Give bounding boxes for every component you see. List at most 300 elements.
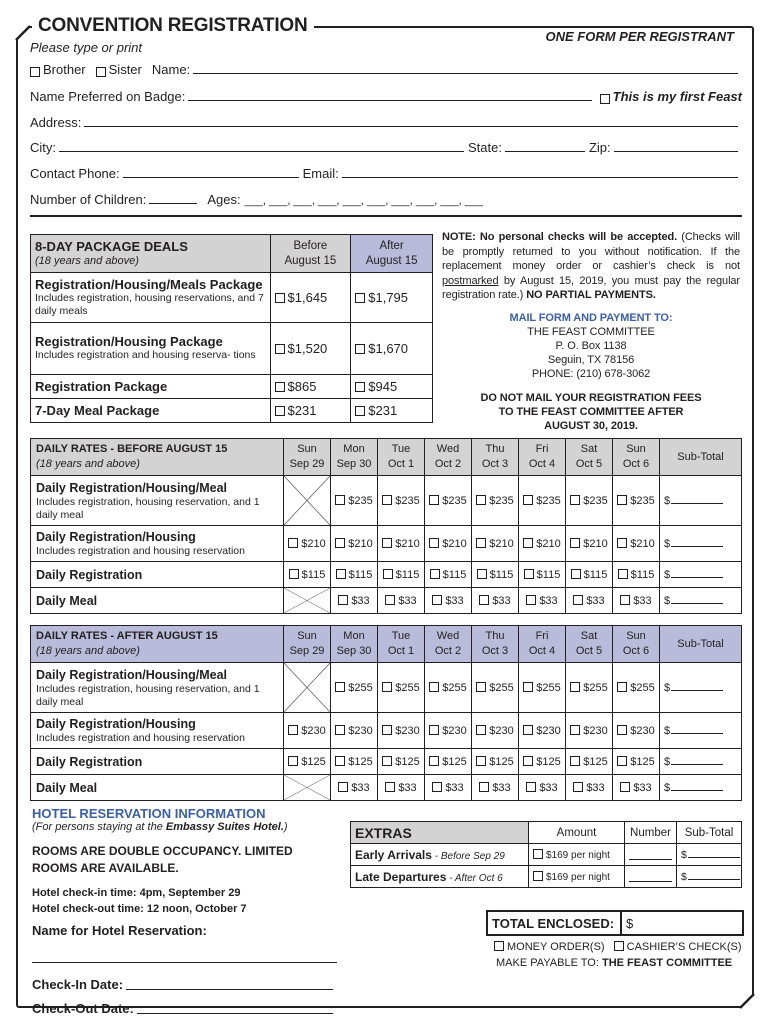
children-label: Number of Children: xyxy=(30,192,147,207)
rate-option[interactable] xyxy=(613,775,660,801)
rate-option[interactable] xyxy=(566,749,613,775)
rate-option[interactable] xyxy=(519,713,566,749)
name-field[interactable] xyxy=(193,73,738,74)
day-date: Sep 30 xyxy=(336,645,372,657)
rate-option[interactable] xyxy=(378,526,425,562)
day-date: Oct 4 xyxy=(528,458,556,470)
hotel-title: HOTEL RESERVATION INFORMATION xyxy=(32,806,266,821)
day-header xyxy=(472,626,519,663)
rate-subtotal-field[interactable] xyxy=(671,733,723,734)
cashiers-check-checkbox[interactable] xyxy=(614,941,624,951)
rate-price: $210 xyxy=(583,537,608,550)
rate-price: $125 xyxy=(583,755,608,768)
after-date: August 15 xyxy=(365,254,418,267)
package-price: $1,645 xyxy=(287,290,328,305)
rate-option[interactable] xyxy=(613,713,660,749)
rate-name: Daily Registration xyxy=(36,754,143,769)
rate-price: $255 xyxy=(583,681,608,694)
rate-option[interactable] xyxy=(331,663,378,713)
rate-option[interactable] xyxy=(472,562,519,588)
rate-price: $230 xyxy=(583,724,608,737)
extras-subtotal-field[interactable] xyxy=(688,857,740,858)
rate-price: $210 xyxy=(630,537,655,550)
rate-option[interactable] xyxy=(331,775,378,801)
rate-option[interactable] xyxy=(331,526,378,562)
rate-price: $115 xyxy=(395,568,420,581)
rate-price: $255 xyxy=(395,681,420,694)
day-name: Tue xyxy=(391,443,411,455)
rate-price: $115 xyxy=(536,568,561,581)
rate-name: Daily Meal xyxy=(36,780,98,795)
day-name: Fri xyxy=(535,443,549,455)
rate-option[interactable] xyxy=(331,713,378,749)
day-date: Sep 30 xyxy=(336,458,372,470)
rate-row xyxy=(31,749,742,775)
package-name: Registration/Housing/Meals Package xyxy=(35,276,263,292)
name-row xyxy=(30,62,742,77)
dollar-sign: $ xyxy=(664,755,671,768)
checkin-time: Hotel check-in time: 4pm, September 29 xyxy=(32,887,241,899)
rate-subtotal-field[interactable] xyxy=(671,503,723,504)
rate-option[interactable] xyxy=(519,526,566,562)
rate-price: $115 xyxy=(630,568,655,581)
package-name: Registration Package xyxy=(31,375,271,399)
package-after-option[interactable] xyxy=(351,273,433,323)
money-order-label: MONEY ORDER(S) xyxy=(507,941,605,953)
subtotal-header: Sub-Total xyxy=(660,439,742,476)
extras-price: $169 per night xyxy=(546,871,610,883)
unavailable-cell xyxy=(284,663,331,713)
zip-label: Zip: xyxy=(588,140,611,155)
rate-option[interactable] xyxy=(425,562,472,588)
rate-option[interactable] xyxy=(425,476,472,526)
rate-price: $33 xyxy=(445,781,464,794)
type-or-print: Please type or print xyxy=(30,40,143,55)
rate-price: $230 xyxy=(395,724,420,737)
payee-name: THE FEAST COMMITTEE xyxy=(601,957,733,969)
day-date: Oct 5 xyxy=(575,645,603,657)
package-row xyxy=(31,323,433,375)
badge-label: Name Preferred on Badge: xyxy=(30,89,186,104)
day-date: Oct 5 xyxy=(575,458,603,470)
before-date: August 15 xyxy=(284,254,337,267)
rate-option[interactable] xyxy=(613,526,660,562)
rate-price: $235 xyxy=(630,494,655,507)
rate-name: Daily Registration xyxy=(36,567,143,582)
rate-subtotal-field[interactable] xyxy=(671,577,723,578)
rate-price: $235 xyxy=(395,494,420,507)
rate-price: $33 xyxy=(492,781,511,794)
rate-price: $230 xyxy=(489,724,514,737)
extras-row xyxy=(351,844,742,866)
rate-price: $210 xyxy=(489,537,514,550)
day-date: Oct 3 xyxy=(481,458,509,470)
rate-option[interactable] xyxy=(566,775,613,801)
day-header xyxy=(519,439,566,476)
rate-option[interactable] xyxy=(472,588,519,614)
day-date: Oct 2 xyxy=(434,458,462,470)
mail-address-line: P. O. Box 1138 xyxy=(555,339,627,352)
rate-option[interactable] xyxy=(378,775,425,801)
rate-option[interactable] xyxy=(284,526,331,562)
after-col-header xyxy=(351,235,433,273)
rate-option[interactable] xyxy=(472,526,519,562)
day-header xyxy=(613,439,660,476)
package-header xyxy=(31,235,271,273)
day-date: Oct 6 xyxy=(622,645,650,657)
extras-subtotal-field[interactable] xyxy=(688,879,740,880)
rate-price: $115 xyxy=(348,568,373,581)
badge-field[interactable] xyxy=(188,100,591,101)
hotel-sub: (For persons staying at the xyxy=(32,821,166,833)
day-name: Tue xyxy=(391,630,411,642)
rate-desc: Includes registration and housing reservation xyxy=(36,545,245,557)
package-after-option[interactable] xyxy=(351,323,433,375)
package-desc: Includes registration, housing reservations, and 7 daily meals xyxy=(35,291,264,317)
rate-option[interactable] xyxy=(613,663,660,713)
rate-option[interactable] xyxy=(519,588,566,614)
subtotal-header: Sub-Total xyxy=(660,626,742,663)
package-price: $231 xyxy=(368,403,398,418)
name-label: Name: xyxy=(151,62,191,77)
day-name: Mon xyxy=(343,630,365,642)
rate-option[interactable] xyxy=(519,775,566,801)
rate-row xyxy=(31,476,742,526)
ages-label: Ages: xyxy=(207,192,241,207)
rate-row xyxy=(31,713,742,749)
extras-amount-header: Amount xyxy=(529,822,625,844)
rate-price: $210 xyxy=(301,537,326,550)
rate-price: $125 xyxy=(395,755,420,768)
extras-title: EXTRAS xyxy=(351,822,529,844)
rate-option[interactable] xyxy=(613,562,660,588)
rates-header xyxy=(31,626,284,663)
rate-price: $125 xyxy=(489,755,514,768)
rate-desc: Includes registration and housing reservation xyxy=(36,732,245,744)
package-name: 7-Day Meal Package xyxy=(31,399,271,423)
sister-checkbox[interactable] xyxy=(96,67,106,77)
extras-name: Early Arrivals xyxy=(355,847,432,862)
rate-desc: Includes registration, housing reservation, and 1 daily meal xyxy=(36,682,260,708)
rate-price: $125 xyxy=(348,755,373,768)
rate-name: Daily Registration/Housing/Meal xyxy=(36,480,228,495)
day-name: Sat xyxy=(580,630,598,642)
day-name: Sun xyxy=(626,630,646,642)
money-order-checkbox[interactable] xyxy=(494,941,504,951)
rate-desc: Includes registration, housing reservation, and 1 daily meal xyxy=(36,495,260,521)
rate-option[interactable] xyxy=(425,588,472,614)
rate-price: $255 xyxy=(442,681,467,694)
extras-subtotal-header: Sub-Total xyxy=(677,822,742,844)
day-header xyxy=(566,439,613,476)
checkout-date-field[interactable] xyxy=(137,1013,333,1014)
email-label: Email: xyxy=(302,166,339,181)
day-name: Thu xyxy=(485,443,505,455)
rates-title: DAILY RATES - AFTER AUGUST 15 xyxy=(36,630,218,642)
one-form-note: ONE FORM PER REGISTRANT xyxy=(545,29,734,44)
day-date: Oct 1 xyxy=(387,458,415,470)
city-label: City: xyxy=(30,140,56,155)
rate-subtotal-field[interactable] xyxy=(671,690,723,691)
late-departure-option[interactable] xyxy=(529,866,625,888)
extras-name: Late Departures xyxy=(355,869,447,884)
rate-option[interactable] xyxy=(566,562,613,588)
rate-price: $255 xyxy=(348,681,373,694)
extras-table xyxy=(350,821,742,888)
rate-option[interactable] xyxy=(284,749,331,775)
rate-subtotal-field[interactable] xyxy=(671,603,723,604)
mail-phone: PHONE: (210) 678-3062 xyxy=(531,367,651,380)
occupancy-note-2: ROOMS ARE AVAILABLE. xyxy=(32,861,179,875)
mail-address-line: Seguin, TX 78156 xyxy=(547,353,635,366)
rate-price: $115 xyxy=(583,568,608,581)
day-name: Sun xyxy=(297,443,317,455)
package-before-option[interactable] xyxy=(270,323,351,375)
package-sub: (18 years and above) xyxy=(35,254,139,267)
dollar-sign: $ xyxy=(664,594,671,607)
package-desc: Includes registration and housing reserva- tions xyxy=(35,349,256,361)
rate-option[interactable] xyxy=(472,749,519,775)
day-header xyxy=(472,439,519,476)
rate-option[interactable] xyxy=(284,562,331,588)
mail-warning: DO NOT MAIL YOUR REGISTRATION FEES xyxy=(480,391,702,404)
early-arrival-option[interactable] xyxy=(529,844,625,866)
rate-option[interactable] xyxy=(519,562,566,588)
checkin-date-field[interactable] xyxy=(126,989,333,990)
rate-price: $33 xyxy=(586,781,605,794)
rate-option[interactable] xyxy=(378,749,425,775)
rate-price: $33 xyxy=(633,781,652,794)
day-date: Oct 1 xyxy=(387,645,415,657)
mail-title: MAIL FORM AND PAYMENT TO: xyxy=(509,311,673,324)
day-header xyxy=(519,626,566,663)
day-header xyxy=(566,626,613,663)
rate-option[interactable] xyxy=(331,588,378,614)
hotel-name: Embassy Suites Hotel. xyxy=(165,821,284,833)
state-label: State: xyxy=(468,140,502,155)
day-date: Oct 2 xyxy=(434,645,462,657)
rate-option[interactable] xyxy=(378,713,425,749)
rate-name: Daily Meal xyxy=(36,593,98,608)
package-before-option[interactable] xyxy=(270,273,351,323)
rate-price: $230 xyxy=(536,724,561,737)
phone-field[interactable] xyxy=(123,177,299,178)
zip-field[interactable] xyxy=(614,151,738,152)
rate-option[interactable] xyxy=(425,749,472,775)
rate-price: $235 xyxy=(489,494,514,507)
rate-option[interactable] xyxy=(331,476,378,526)
rate-price: $33 xyxy=(539,594,558,607)
children-field[interactable] xyxy=(149,203,197,204)
day-header xyxy=(378,626,425,663)
day-header xyxy=(378,439,425,476)
note-body: (Checks will be promptly returned to you without notification. If the replacement money order or cashier’s check is not xyxy=(442,231,740,272)
phone-label: Contact Phone: xyxy=(30,166,120,181)
form-title: CONVENTION REGISTRATION xyxy=(32,15,314,37)
dollar-sign: $ xyxy=(681,870,687,883)
ages-fields[interactable]: ___, ___, ___, ___, ___, ___, ___, ___, ___, ___ xyxy=(244,195,484,207)
day-name: Wed xyxy=(436,443,460,455)
section-divider xyxy=(30,215,742,217)
hotel-sub-end: ) xyxy=(283,821,288,833)
rates-before-table xyxy=(30,438,742,614)
package-before-option[interactable] xyxy=(270,399,351,423)
rate-name: Daily Registration/Housing xyxy=(36,717,196,731)
brother-checkbox[interactable] xyxy=(30,67,40,77)
rate-option[interactable] xyxy=(331,562,378,588)
package-name: Registration/Housing Package xyxy=(35,334,223,349)
dollar-sign: $ xyxy=(681,848,687,861)
package-price: $1,520 xyxy=(287,341,328,356)
rate-price: $255 xyxy=(536,681,561,694)
rate-price: $230 xyxy=(348,724,373,737)
day-name: Fri xyxy=(535,630,549,642)
rate-option[interactable] xyxy=(613,749,660,775)
day-date: Oct 6 xyxy=(622,458,650,470)
day-name: Wed xyxy=(436,630,460,642)
rate-option[interactable] xyxy=(378,476,425,526)
rate-option[interactable] xyxy=(425,775,472,801)
package-before-option[interactable] xyxy=(270,375,351,399)
rate-option[interactable] xyxy=(519,476,566,526)
rate-option[interactable] xyxy=(566,663,613,713)
before-label: Before xyxy=(293,239,328,252)
extras-number-header: Number xyxy=(625,822,677,844)
first-feast-checkbox[interactable] xyxy=(600,94,610,104)
dollar-sign: $ xyxy=(664,681,671,694)
rates-sub: (18 years and above) xyxy=(36,458,140,470)
rate-option[interactable] xyxy=(425,713,472,749)
occupancy-note: ROOMS ARE DOUBLE OCCUPANCY. LIMITED xyxy=(32,844,293,858)
rate-price: $33 xyxy=(351,594,370,607)
rate-option[interactable] xyxy=(378,562,425,588)
note-body-2: by August 15, 2019, you must pay the regular registration rate.) xyxy=(442,274,740,301)
address-row xyxy=(30,115,742,130)
day-header xyxy=(331,626,378,663)
rate-price: $210 xyxy=(395,537,420,550)
day-name: Thu xyxy=(485,630,505,642)
rate-name: Daily Registration/Housing xyxy=(36,530,196,544)
rate-price: $210 xyxy=(442,537,467,550)
rate-price: $115 xyxy=(442,568,467,581)
rate-price: $33 xyxy=(633,594,652,607)
rate-option[interactable] xyxy=(378,588,425,614)
first-feast-label: This is my first Feast xyxy=(612,89,742,104)
package-price: $1,795 xyxy=(368,290,409,305)
hotel-name-field[interactable] xyxy=(32,962,337,963)
email-field[interactable] xyxy=(342,177,738,178)
rate-price: $230 xyxy=(630,724,655,737)
extras-note: - After Oct 6 xyxy=(446,872,503,884)
mail-warning: AUGUST 30, 2019. xyxy=(544,419,638,432)
rate-row xyxy=(31,663,742,713)
rate-price: $33 xyxy=(492,594,511,607)
rate-option[interactable] xyxy=(613,588,660,614)
rate-price: $125 xyxy=(536,755,561,768)
extras-price: $169 per night xyxy=(546,849,610,861)
rate-price: $125 xyxy=(301,755,326,768)
state-field[interactable] xyxy=(505,151,585,152)
day-header xyxy=(425,439,472,476)
rate-price: $210 xyxy=(348,537,373,550)
address-field[interactable] xyxy=(84,126,738,127)
rate-price: $235 xyxy=(442,494,467,507)
rate-option[interactable] xyxy=(519,749,566,775)
rate-option[interactable] xyxy=(425,526,472,562)
rate-option[interactable] xyxy=(472,663,519,713)
day-header xyxy=(284,439,331,476)
rate-price: $115 xyxy=(489,568,514,581)
payable-to xyxy=(496,957,732,969)
rate-option[interactable] xyxy=(566,526,613,562)
dollar-sign: $ xyxy=(664,568,671,581)
package-price: $865 xyxy=(287,379,317,394)
dollar-sign: $ xyxy=(664,724,671,737)
payment-methods xyxy=(494,941,742,953)
total-amount-field[interactable]: $ xyxy=(626,916,634,931)
package-table xyxy=(30,234,433,423)
rate-option[interactable] xyxy=(519,663,566,713)
day-date: Oct 3 xyxy=(481,645,509,657)
extras-row xyxy=(351,866,742,888)
hotel-section xyxy=(32,806,337,1016)
rate-option[interactable] xyxy=(472,713,519,749)
rate-option[interactable] xyxy=(284,713,331,749)
rate-option[interactable] xyxy=(613,476,660,526)
rate-option[interactable] xyxy=(425,663,472,713)
badge-row xyxy=(30,89,742,104)
package-after-option[interactable] xyxy=(351,375,433,399)
rate-option[interactable] xyxy=(331,749,378,775)
package-row xyxy=(31,399,433,423)
rate-price: $125 xyxy=(630,755,655,768)
unavailable-cell xyxy=(284,775,331,801)
unavailable-cell xyxy=(284,588,331,614)
extras-number-field[interactable] xyxy=(629,872,672,882)
rates-title: DAILY RATES - BEFORE AUGUST 15 xyxy=(36,443,228,455)
note-postmarked: postmarked xyxy=(442,274,499,287)
package-title: 8-DAY PACKAGE DEALS xyxy=(35,238,188,254)
extras-number-field[interactable] xyxy=(629,850,672,860)
rate-subtotal-field[interactable] xyxy=(671,546,723,547)
rate-row xyxy=(31,562,742,588)
rate-price: $230 xyxy=(442,724,467,737)
hotel-name-label: Name for Hotel Reservation: xyxy=(32,923,207,938)
rates-header xyxy=(31,439,284,476)
rate-row xyxy=(31,775,742,801)
rate-option[interactable] xyxy=(378,663,425,713)
rate-price: $33 xyxy=(351,781,370,794)
rate-price: $255 xyxy=(489,681,514,694)
rate-option[interactable] xyxy=(472,476,519,526)
rate-option[interactable] xyxy=(566,588,613,614)
rate-subtotal-field[interactable] xyxy=(671,790,723,791)
mail-warning: TO THE FEAST COMMITTEE AFTER xyxy=(498,405,684,418)
package-price: $1,670 xyxy=(368,341,409,356)
note-lead: NOTE: No personal checks will be accepted. xyxy=(442,231,678,243)
package-after-option[interactable] xyxy=(351,399,433,423)
rate-price: $33 xyxy=(398,594,417,607)
rate-subtotal-field[interactable] xyxy=(671,764,723,765)
day-header xyxy=(613,626,660,663)
rate-option[interactable] xyxy=(566,713,613,749)
rate-option[interactable] xyxy=(566,476,613,526)
rate-option[interactable] xyxy=(472,775,519,801)
rate-price: $235 xyxy=(583,494,608,507)
city-field[interactable] xyxy=(59,151,464,152)
day-name: Sun xyxy=(626,443,646,455)
dollar-sign: $ xyxy=(664,537,671,550)
